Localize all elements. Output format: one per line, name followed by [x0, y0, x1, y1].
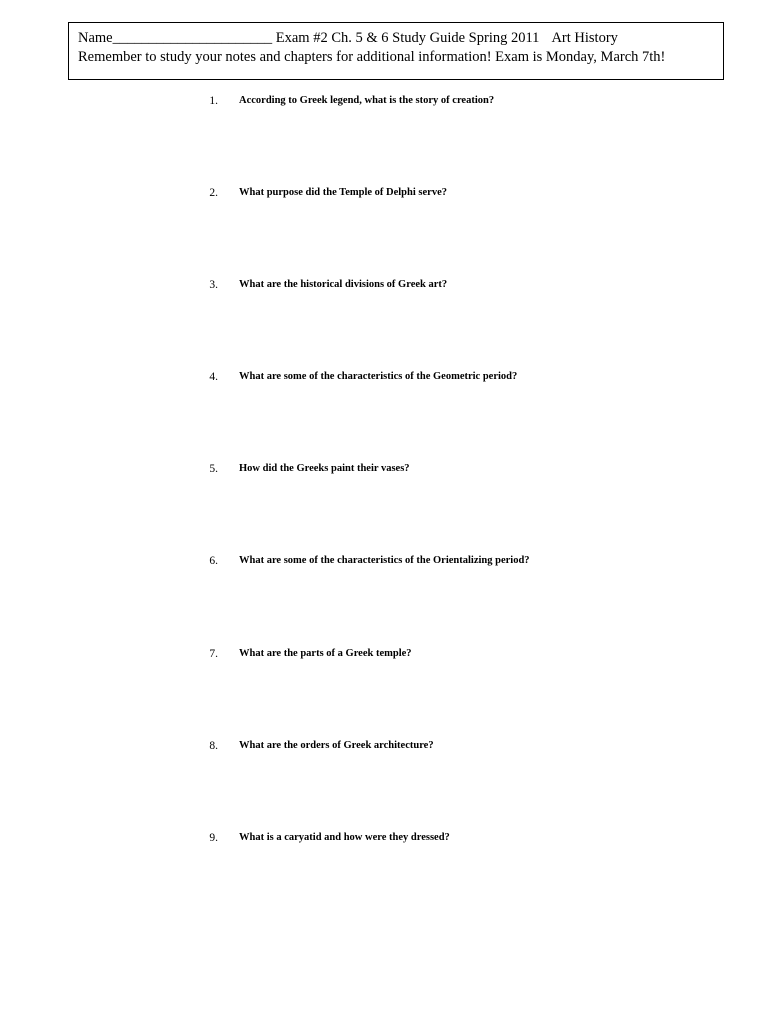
question-item [0, 461, 770, 477]
name-field-label: Name______________________ [78, 30, 273, 46]
header-box [68, 22, 724, 80]
question-item [0, 553, 770, 569]
exam-reminder: Remember to study your notes and chapters for additional information! Exam is Monday, March 7th! [78, 49, 666, 65]
question-number: 6. [209, 555, 218, 567]
question-item [0, 646, 770, 662]
question-text: What are some of the characteristics of the Geometric period? [239, 371, 518, 382]
question-text: What are the parts of a Greek temple? [239, 648, 412, 659]
question-item [0, 369, 770, 385]
exam-title: Exam #2 Ch. 5 & 6 Study Guide Spring 2011 [275, 30, 540, 46]
question-number: 4. [209, 371, 218, 383]
header-title-line [78, 29, 723, 48]
question-number: 8. [209, 740, 218, 752]
question-number: 7. [209, 648, 218, 660]
question-number: 2. [209, 187, 218, 199]
question-text: What are the historical divisions of Greek art? [239, 279, 448, 290]
question-text: According to Greek legend, what is the story of creation? [239, 95, 495, 106]
question-text: What are the orders of Greek architecture? [239, 740, 434, 751]
question-text: What purpose did the Temple of Delphi serve? [239, 187, 447, 198]
question-number: 9. [209, 832, 218, 844]
question-item [0, 185, 770, 201]
question-text: How did the Greeks paint their vases? [239, 463, 410, 474]
course-name: Art History [551, 30, 618, 46]
question-item [0, 93, 770, 109]
question-item [0, 830, 770, 846]
question-text: What are some of the characteristics of the Orientalizing period? [239, 555, 530, 566]
question-item [0, 277, 770, 293]
question-text: What is a caryatid and how were they dressed? [239, 832, 450, 843]
question-number: 5. [209, 463, 218, 475]
question-number: 3. [209, 279, 218, 291]
question-item [0, 738, 770, 754]
question-number: 1. [209, 95, 218, 107]
